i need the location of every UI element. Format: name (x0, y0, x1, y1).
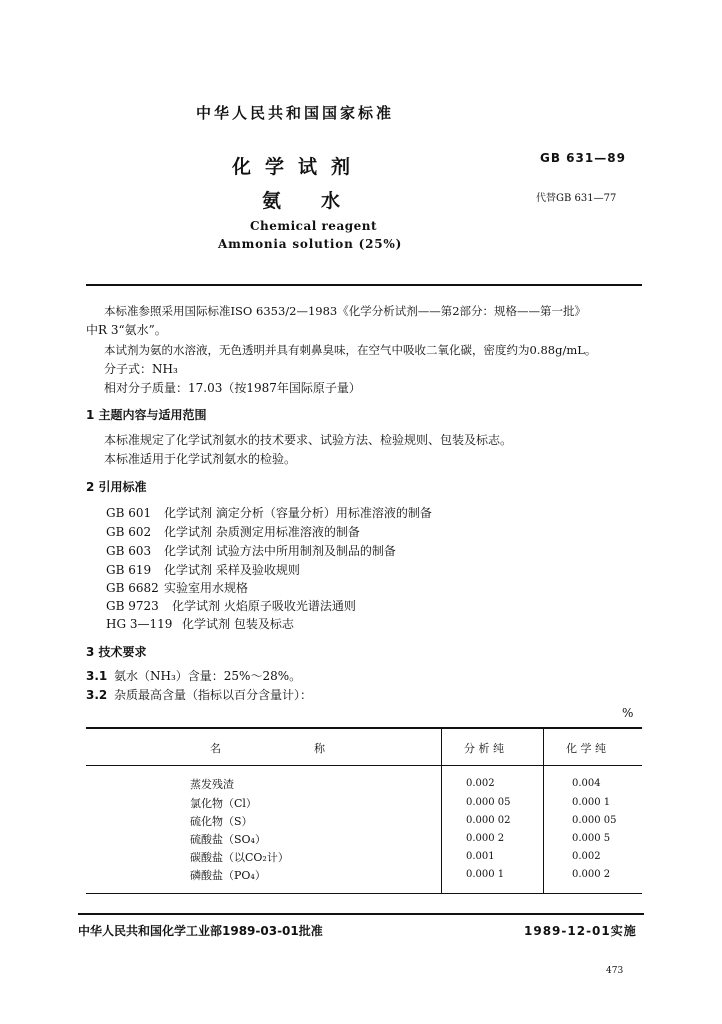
table-cell-name: 硫酸盐（SO₄） (190, 833, 266, 846)
section1-paragraph1: 本标准规定了化学试剂氨水的技术要求、试验方法、检验规则、包装及标志。 (104, 433, 513, 447)
footer-divider (78, 913, 644, 915)
section1-heading: 1 主题内容与适用范围 (86, 408, 207, 422)
table-cell-analytical: 0.002 (466, 778, 495, 789)
table-cell-analytical: 0.000 02 (466, 815, 511, 826)
reference-code: GB 6682 (106, 581, 159, 595)
reference-item (106, 543, 396, 559)
clause-3-1 (86, 668, 301, 684)
table-cell-name: 氯化物（Cl） (190, 797, 257, 810)
reference-code: GB 619 (106, 563, 152, 577)
reference-title: 化学试剂 试验方法中所用制剂及制品的制备 (164, 544, 396, 558)
table-unit: % (622, 706, 634, 720)
table-header-chemical: 化 学 纯 (566, 742, 606, 755)
title-english-line1: Chemical reagent (250, 219, 378, 233)
reference-item (106, 598, 356, 614)
table-cell-chemical: 0.004 (572, 778, 601, 789)
molecular-mass: 相对分子质量：17.03（按1987年国际原子量） (104, 381, 361, 395)
reference-item (106, 562, 300, 578)
table-cell-name: 磷酸盐（PO₄） (190, 869, 266, 882)
table-header-rule (86, 765, 642, 766)
approval-statement: 中华人民共和国化学工业部1989-03-01批准 (78, 924, 323, 938)
reference-title: 化学试剂 包装及标志 (182, 617, 294, 631)
reference-item (106, 616, 294, 632)
intro-paragraph-line2: 中R 3“氨水”。 (86, 323, 167, 337)
table-cell-name: 硫化物（S） (190, 815, 253, 828)
intro-paragraph-line1: 本标准参照采用国际标准ISO 6353/2—1983《化学分析试剂——第2部分：规格——第一批》 (104, 304, 587, 318)
section2-heading: 2 引用标准 (86, 480, 147, 494)
reference-item (106, 580, 248, 596)
title-sub: 氨水 (262, 190, 381, 212)
header-divider (86, 284, 642, 286)
table-cell-chemical: 0.000 05 (572, 815, 617, 826)
page-number: 473 (606, 966, 624, 976)
table-header-analytical: 分 析 纯 (464, 742, 504, 755)
clause-number: 3.2 (86, 688, 108, 702)
title-main: 化学试剂 (232, 156, 365, 178)
reference-code: GB 603 (106, 544, 152, 558)
reference-title: 化学试剂 杂质测定用标准溶液的制备 (164, 525, 360, 539)
replaces-standard: 代替GB 631—77 (536, 193, 617, 204)
table-cell-chemical: 0.000 5 (572, 833, 611, 844)
table-cell-chemical: 0.000 1 (572, 797, 611, 808)
table-cell-analytical: 0.000 1 (466, 869, 505, 880)
table-cell-chemical: 0.002 (572, 851, 601, 862)
table-cell-name: 蒸发残渣 (190, 778, 234, 791)
reference-code: GB 601 (106, 506, 152, 520)
table-cell-analytical: 0.000 2 (466, 833, 505, 844)
clause-3-2 (86, 687, 312, 703)
table-column-divider (441, 728, 442, 893)
reference-title: 化学试剂 采样及验收规则 (164, 563, 300, 577)
reference-item (106, 505, 432, 521)
issuing-organization: 中华人民共和国国家标准 (196, 104, 395, 122)
table-header-name-part: 称 (314, 742, 325, 755)
table-cell-chemical: 0.000 2 (572, 869, 611, 880)
table-bottom-rule (86, 893, 642, 894)
intro-description: 本试剂为氨的水溶液，无色透明并具有刺鼻臭味，在空气中吸收二氧化碳，密度约为0.88g/mL。 (104, 343, 597, 357)
clause-text: 氨水（NH₃）含量：25%～28%。 (114, 669, 302, 683)
section3-heading: 3 技术要求 (86, 645, 147, 659)
clause-number: 3.1 (86, 669, 108, 683)
table-cell-analytical: 0.000 05 (466, 797, 511, 808)
reference-item (106, 524, 360, 540)
table-top-rule (86, 727, 642, 729)
molecular-formula: 分子式：NH₃ (104, 362, 178, 376)
clause-text: 杂质最高含量（指标以百分含量计）： (114, 688, 313, 702)
reference-title: 化学试剂 火焰原子吸收光谱法通则 (172, 599, 356, 613)
reference-title: 实验室用水规格 (164, 581, 249, 595)
table-cell-name: 碳酸盐（以CO₂计） (190, 851, 289, 864)
table-column-divider (543, 728, 544, 893)
table-header-name-part: 名 (210, 742, 221, 755)
title-english-line2: Ammonia solution (25%) (218, 237, 403, 251)
reference-code: HG 3—119 (106, 617, 173, 631)
section1-paragraph2: 本标准适用于化学试剂氨水的检验。 (104, 452, 297, 466)
reference-code: GB 9723 (106, 599, 159, 613)
reference-code: GB 602 (106, 525, 152, 539)
reference-title: 化学试剂 滴定分析（容量分析）用标准溶液的制备 (164, 506, 432, 520)
implementation-date: 1989-12-01实施 (524, 924, 637, 938)
standard-number: GB 631—89 (540, 151, 626, 165)
table-cell-analytical: 0.001 (466, 851, 495, 862)
